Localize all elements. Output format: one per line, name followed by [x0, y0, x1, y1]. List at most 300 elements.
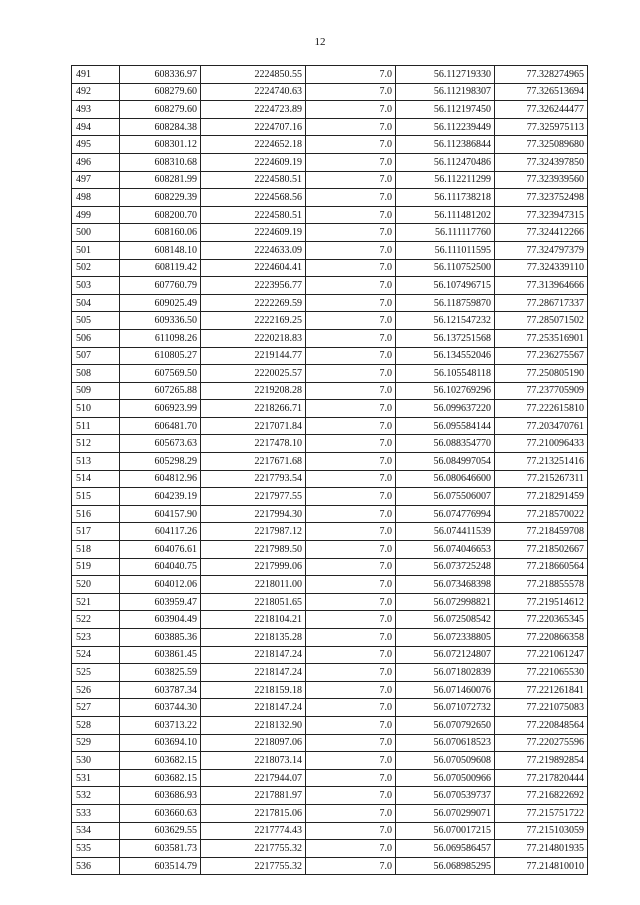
- table-row: [72, 541, 588, 559]
- point-number-cell: 497: [72, 171, 120, 189]
- latitude-cell: 56.070792650: [396, 716, 495, 734]
- x-coordinate-cell: 610805.27: [120, 347, 201, 365]
- x-coordinate-cell: 604239.19: [120, 488, 201, 506]
- point-number-cell: 495: [72, 136, 120, 154]
- longitude-cell: 77.326513694: [495, 83, 588, 101]
- longitude-cell: 77.214801935: [495, 840, 588, 858]
- table-row: [72, 277, 588, 295]
- table-row: [72, 857, 588, 875]
- latitude-cell: 56.084997054: [396, 453, 495, 471]
- y-coordinate-cell: 2218147.24: [201, 646, 306, 664]
- longitude-cell: 77.218459708: [495, 523, 588, 541]
- height-cell: 7.0: [306, 804, 396, 822]
- height-cell: 7.0: [306, 857, 396, 875]
- point-number-cell: 496: [72, 153, 120, 171]
- height-cell: 7.0: [306, 646, 396, 664]
- longitude-cell: 77.325975113: [495, 118, 588, 136]
- point-number-cell: 510: [72, 400, 120, 418]
- table-row: [72, 347, 588, 365]
- x-coordinate-cell: 603744.30: [120, 699, 201, 717]
- y-coordinate-cell: 2217755.32: [201, 840, 306, 858]
- point-number-cell: 505: [72, 312, 120, 330]
- x-coordinate-cell: 606923.99: [120, 400, 201, 418]
- x-coordinate-cell: 609336.50: [120, 312, 201, 330]
- height-cell: 7.0: [306, 118, 396, 136]
- x-coordinate-cell: 603581.73: [120, 840, 201, 858]
- x-coordinate-cell: 603660.63: [120, 804, 201, 822]
- height-cell: 7.0: [306, 66, 396, 84]
- y-coordinate-cell: 2217994.30: [201, 505, 306, 523]
- x-coordinate-cell: 603885.36: [120, 629, 201, 647]
- latitude-cell: 56.112197450: [396, 101, 495, 119]
- table-row: [72, 840, 588, 858]
- x-coordinate-cell: 603861.45: [120, 646, 201, 664]
- x-coordinate-cell: 608281.99: [120, 171, 201, 189]
- x-coordinate-cell: 608160.06: [120, 224, 201, 242]
- latitude-cell: 56.134552046: [396, 347, 495, 365]
- longitude-cell: 77.215751722: [495, 804, 588, 822]
- longitude-cell: 77.221061247: [495, 646, 588, 664]
- height-cell: 7.0: [306, 136, 396, 154]
- latitude-cell: 56.099637220: [396, 400, 495, 418]
- longitude-cell: 77.217820444: [495, 769, 588, 787]
- table-row: [72, 224, 588, 242]
- point-number-cell: 502: [72, 259, 120, 277]
- table-row: [72, 400, 588, 418]
- height-cell: 7.0: [306, 241, 396, 259]
- table-row: [72, 241, 588, 259]
- height-cell: 7.0: [306, 365, 396, 383]
- point-number-cell: 522: [72, 611, 120, 629]
- point-number-cell: 528: [72, 716, 120, 734]
- longitude-cell: 77.220866358: [495, 629, 588, 647]
- table-row: [72, 593, 588, 611]
- point-number-cell: 519: [72, 558, 120, 576]
- longitude-cell: 77.220275596: [495, 734, 588, 752]
- table-row: [72, 769, 588, 787]
- longitude-cell: 77.215103059: [495, 822, 588, 840]
- latitude-cell: 56.072338805: [396, 629, 495, 647]
- table-row: [72, 453, 588, 471]
- point-number-cell: 492: [72, 83, 120, 101]
- y-coordinate-cell: 2224740.63: [201, 83, 306, 101]
- y-coordinate-cell: 2224723.89: [201, 101, 306, 119]
- point-number-cell: 521: [72, 593, 120, 611]
- y-coordinate-cell: 2218073.14: [201, 752, 306, 770]
- longitude-cell: 77.328274965: [495, 66, 588, 84]
- x-coordinate-cell: 604076.61: [120, 541, 201, 559]
- table-row: [72, 558, 588, 576]
- x-coordinate-cell: 604812.96: [120, 470, 201, 488]
- table-row: [72, 189, 588, 207]
- y-coordinate-cell: 2223956.77: [201, 277, 306, 295]
- height-cell: 7.0: [306, 681, 396, 699]
- x-coordinate-cell: 604117.26: [120, 523, 201, 541]
- table-row: [72, 699, 588, 717]
- x-coordinate-cell: 603787.34: [120, 681, 201, 699]
- x-coordinate-cell: 604040.75: [120, 558, 201, 576]
- longitude-cell: 77.214810010: [495, 857, 588, 875]
- x-coordinate-cell: 603682.15: [120, 752, 201, 770]
- y-coordinate-cell: 2224604.41: [201, 259, 306, 277]
- height-cell: 7.0: [306, 558, 396, 576]
- longitude-cell: 77.203470761: [495, 417, 588, 435]
- longitude-cell: 77.313964666: [495, 277, 588, 295]
- y-coordinate-cell: 2219208.28: [201, 382, 306, 400]
- latitude-cell: 56.111117760: [396, 224, 495, 242]
- latitude-cell: 56.112211299: [396, 171, 495, 189]
- latitude-cell: 56.111738218: [396, 189, 495, 207]
- x-coordinate-cell: 608310.68: [120, 153, 201, 171]
- point-number-cell: 531: [72, 769, 120, 787]
- y-coordinate-cell: 2220218.83: [201, 329, 306, 347]
- table-row: [72, 171, 588, 189]
- y-coordinate-cell: 2217987.12: [201, 523, 306, 541]
- page-number: 12: [314, 36, 326, 48]
- table-row: [72, 417, 588, 435]
- x-coordinate-cell: 604012.06: [120, 576, 201, 594]
- latitude-cell: 56.137251568: [396, 329, 495, 347]
- x-coordinate-cell: 603904.49: [120, 611, 201, 629]
- longitude-cell: 77.220848564: [495, 716, 588, 734]
- x-coordinate-cell: 604157.90: [120, 505, 201, 523]
- point-number-cell: 526: [72, 681, 120, 699]
- x-coordinate-cell: 606481.70: [120, 417, 201, 435]
- point-number-cell: 516: [72, 505, 120, 523]
- y-coordinate-cell: 2218097.06: [201, 734, 306, 752]
- height-cell: 7.0: [306, 734, 396, 752]
- height-cell: 7.0: [306, 488, 396, 506]
- table-row: [72, 101, 588, 119]
- y-coordinate-cell: 2217793.54: [201, 470, 306, 488]
- point-number-cell: 498: [72, 189, 120, 207]
- point-number-cell: 500: [72, 224, 120, 242]
- table-row: [72, 118, 588, 136]
- latitude-cell: 56.072998821: [396, 593, 495, 611]
- x-coordinate-cell: 607265.88: [120, 382, 201, 400]
- latitude-cell: 56.107496715: [396, 277, 495, 295]
- longitude-cell: 77.210096433: [495, 435, 588, 453]
- y-coordinate-cell: 2217815.06: [201, 804, 306, 822]
- y-coordinate-cell: 2222169.25: [201, 312, 306, 330]
- height-cell: 7.0: [306, 716, 396, 734]
- latitude-cell: 56.071802839: [396, 664, 495, 682]
- latitude-cell: 56.070539737: [396, 787, 495, 805]
- y-coordinate-cell: 2222269.59: [201, 294, 306, 312]
- longitude-cell: 77.218855578: [495, 576, 588, 594]
- y-coordinate-cell: 2219144.77: [201, 347, 306, 365]
- y-coordinate-cell: 2218011.00: [201, 576, 306, 594]
- latitude-cell: 56.080646600: [396, 470, 495, 488]
- point-number-cell: 534: [72, 822, 120, 840]
- point-number-cell: 509: [72, 382, 120, 400]
- point-number-cell: 532: [72, 787, 120, 805]
- y-coordinate-cell: 2217478.10: [201, 435, 306, 453]
- table-row: [72, 752, 588, 770]
- x-coordinate-cell: 608148.10: [120, 241, 201, 259]
- longitude-cell: 77.326244477: [495, 101, 588, 119]
- table-row: [72, 787, 588, 805]
- point-number-cell: 503: [72, 277, 120, 295]
- point-number-cell: 511: [72, 417, 120, 435]
- point-number-cell: 501: [72, 241, 120, 259]
- height-cell: 7.0: [306, 541, 396, 559]
- y-coordinate-cell: 2224580.51: [201, 171, 306, 189]
- table-row: [72, 382, 588, 400]
- longitude-cell: 77.324797379: [495, 241, 588, 259]
- height-cell: 7.0: [306, 523, 396, 541]
- y-coordinate-cell: 2224609.19: [201, 153, 306, 171]
- point-number-cell: 527: [72, 699, 120, 717]
- y-coordinate-cell: 2218051.65: [201, 593, 306, 611]
- point-number-cell: 494: [72, 118, 120, 136]
- table-row: [72, 576, 588, 594]
- table-row: [72, 470, 588, 488]
- point-number-cell: 530: [72, 752, 120, 770]
- latitude-cell: 56.073725248: [396, 558, 495, 576]
- longitude-cell: 77.323947315: [495, 206, 588, 224]
- longitude-cell: 77.323939560: [495, 171, 588, 189]
- x-coordinate-cell: 605298.29: [120, 453, 201, 471]
- x-coordinate-cell: 608279.60: [120, 101, 201, 119]
- longitude-cell: 77.216822692: [495, 787, 588, 805]
- y-coordinate-cell: 2224707.16: [201, 118, 306, 136]
- table-row: [72, 523, 588, 541]
- y-coordinate-cell: 2217774.43: [201, 822, 306, 840]
- longitude-cell: 77.220365345: [495, 611, 588, 629]
- y-coordinate-cell: 2217989.50: [201, 541, 306, 559]
- point-number-cell: 536: [72, 857, 120, 875]
- x-coordinate-cell: 608336.97: [120, 66, 201, 84]
- point-number-cell: 535: [72, 840, 120, 858]
- longitude-cell: 77.285071502: [495, 312, 588, 330]
- table-row: [72, 646, 588, 664]
- latitude-cell: 56.110752500: [396, 259, 495, 277]
- point-number-cell: 508: [72, 365, 120, 383]
- table-row: [72, 629, 588, 647]
- x-coordinate-cell: 611098.26: [120, 329, 201, 347]
- height-cell: 7.0: [306, 171, 396, 189]
- latitude-cell: 56.072508542: [396, 611, 495, 629]
- y-coordinate-cell: 2217944.07: [201, 769, 306, 787]
- y-coordinate-cell: 2224652.18: [201, 136, 306, 154]
- height-cell: 7.0: [306, 153, 396, 171]
- latitude-cell: 56.095584144: [396, 417, 495, 435]
- latitude-cell: 56.111011595: [396, 241, 495, 259]
- point-number-cell: 529: [72, 734, 120, 752]
- table-row: [72, 804, 588, 822]
- x-coordinate-cell: 603682.15: [120, 769, 201, 787]
- point-number-cell: 499: [72, 206, 120, 224]
- point-number-cell: 524: [72, 646, 120, 664]
- longitude-cell: 77.218291459: [495, 488, 588, 506]
- y-coordinate-cell: 2217071.84: [201, 417, 306, 435]
- table-row: [72, 611, 588, 629]
- longitude-cell: 77.215267311: [495, 470, 588, 488]
- latitude-cell: 56.121547232: [396, 312, 495, 330]
- y-coordinate-cell: 2217881.97: [201, 787, 306, 805]
- y-coordinate-cell: 2218266.71: [201, 400, 306, 418]
- latitude-cell: 56.070299071: [396, 804, 495, 822]
- longitude-cell: 77.213251416: [495, 453, 588, 471]
- y-coordinate-cell: 2224568.56: [201, 189, 306, 207]
- x-coordinate-cell: 607569.50: [120, 365, 201, 383]
- height-cell: 7.0: [306, 787, 396, 805]
- point-number-cell: 513: [72, 453, 120, 471]
- height-cell: 7.0: [306, 593, 396, 611]
- latitude-cell: 56.105548118: [396, 365, 495, 383]
- height-cell: 7.0: [306, 329, 396, 347]
- longitude-cell: 77.324339110: [495, 259, 588, 277]
- latitude-cell: 56.118759870: [396, 294, 495, 312]
- height-cell: 7.0: [306, 435, 396, 453]
- point-number-cell: 507: [72, 347, 120, 365]
- table-row: [72, 153, 588, 171]
- height-cell: 7.0: [306, 611, 396, 629]
- x-coordinate-cell: 608200.70: [120, 206, 201, 224]
- height-cell: 7.0: [306, 453, 396, 471]
- height-cell: 7.0: [306, 822, 396, 840]
- x-coordinate-cell: 608301.12: [120, 136, 201, 154]
- height-cell: 7.0: [306, 470, 396, 488]
- longitude-cell: 77.236275567: [495, 347, 588, 365]
- table-row: [72, 83, 588, 101]
- latitude-cell: 56.070500966: [396, 769, 495, 787]
- y-coordinate-cell: 2218147.24: [201, 664, 306, 682]
- height-cell: 7.0: [306, 664, 396, 682]
- latitude-cell: 56.112470486: [396, 153, 495, 171]
- table-row: [72, 734, 588, 752]
- x-coordinate-cell: 603694.10: [120, 734, 201, 752]
- y-coordinate-cell: 2224850.55: [201, 66, 306, 84]
- x-coordinate-cell: 603825.59: [120, 664, 201, 682]
- table-row: [72, 329, 588, 347]
- height-cell: 7.0: [306, 400, 396, 418]
- height-cell: 7.0: [306, 629, 396, 647]
- point-number-cell: 520: [72, 576, 120, 594]
- longitude-cell: 77.323752498: [495, 189, 588, 207]
- x-coordinate-cell: 609025.49: [120, 294, 201, 312]
- longitude-cell: 77.250805190: [495, 365, 588, 383]
- table-row: [72, 505, 588, 523]
- point-number-cell: 515: [72, 488, 120, 506]
- height-cell: 7.0: [306, 312, 396, 330]
- point-number-cell: 514: [72, 470, 120, 488]
- x-coordinate-cell: 603629.55: [120, 822, 201, 840]
- x-coordinate-cell: 607760.79: [120, 277, 201, 295]
- longitude-cell: 77.237705909: [495, 382, 588, 400]
- y-coordinate-cell: 2217755.32: [201, 857, 306, 875]
- table-row: [72, 435, 588, 453]
- longitude-cell: 77.218660564: [495, 558, 588, 576]
- latitude-cell: 56.102769296: [396, 382, 495, 400]
- latitude-cell: 56.075506007: [396, 488, 495, 506]
- longitude-cell: 77.286717337: [495, 294, 588, 312]
- height-cell: 7.0: [306, 752, 396, 770]
- table-row: [72, 365, 588, 383]
- y-coordinate-cell: 2218147.24: [201, 699, 306, 717]
- latitude-cell: 56.070509608: [396, 752, 495, 770]
- height-cell: 7.0: [306, 840, 396, 858]
- x-coordinate-cell: 603713.22: [120, 716, 201, 734]
- longitude-cell: 77.222615810: [495, 400, 588, 418]
- x-coordinate-cell: 603959.47: [120, 593, 201, 611]
- height-cell: 7.0: [306, 576, 396, 594]
- longitude-cell: 77.221261841: [495, 681, 588, 699]
- y-coordinate-cell: 2217671.68: [201, 453, 306, 471]
- longitude-cell: 77.253516901: [495, 329, 588, 347]
- longitude-cell: 77.218502667: [495, 541, 588, 559]
- latitude-cell: 56.069586457: [396, 840, 495, 858]
- height-cell: 7.0: [306, 382, 396, 400]
- latitude-cell: 56.072124807: [396, 646, 495, 664]
- latitude-cell: 56.112198307: [396, 83, 495, 101]
- latitude-cell: 56.111481202: [396, 206, 495, 224]
- height-cell: 7.0: [306, 277, 396, 295]
- latitude-cell: 56.068985295: [396, 857, 495, 875]
- table-row: [72, 206, 588, 224]
- latitude-cell: 56.071460076: [396, 681, 495, 699]
- x-coordinate-cell: 603514.79: [120, 857, 201, 875]
- point-number-cell: 493: [72, 101, 120, 119]
- point-number-cell: 525: [72, 664, 120, 682]
- y-coordinate-cell: 2218135.28: [201, 629, 306, 647]
- point-number-cell: 517: [72, 523, 120, 541]
- point-number-cell: 506: [72, 329, 120, 347]
- x-coordinate-cell: 603686.93: [120, 787, 201, 805]
- y-coordinate-cell: 2224633.09: [201, 241, 306, 259]
- point-number-cell: 512: [72, 435, 120, 453]
- longitude-cell: 77.221075083: [495, 699, 588, 717]
- longitude-cell: 77.324412266: [495, 224, 588, 242]
- table-row: [72, 66, 588, 84]
- latitude-cell: 56.088354770: [396, 435, 495, 453]
- height-cell: 7.0: [306, 259, 396, 277]
- height-cell: 7.0: [306, 206, 396, 224]
- table-row: [72, 259, 588, 277]
- height-cell: 7.0: [306, 347, 396, 365]
- table-row: [72, 716, 588, 734]
- x-coordinate-cell: 605673.63: [120, 435, 201, 453]
- latitude-cell: 56.074411539: [396, 523, 495, 541]
- point-number-cell: 518: [72, 541, 120, 559]
- latitude-cell: 56.074776994: [396, 505, 495, 523]
- latitude-cell: 56.112239449: [396, 118, 495, 136]
- height-cell: 7.0: [306, 417, 396, 435]
- longitude-cell: 77.324397850: [495, 153, 588, 171]
- latitude-cell: 56.073468398: [396, 576, 495, 594]
- latitude-cell: 56.070618523: [396, 734, 495, 752]
- y-coordinate-cell: 2217999.06: [201, 558, 306, 576]
- latitude-cell: 56.074046653: [396, 541, 495, 559]
- coordinates-table: [71, 65, 588, 875]
- table-row: [72, 136, 588, 154]
- height-cell: 7.0: [306, 699, 396, 717]
- y-coordinate-cell: 2218132.90: [201, 716, 306, 734]
- height-cell: 7.0: [306, 294, 396, 312]
- longitude-cell: 77.221065530: [495, 664, 588, 682]
- table-row: [72, 294, 588, 312]
- point-number-cell: 491: [72, 66, 120, 84]
- y-coordinate-cell: 2218159.18: [201, 681, 306, 699]
- y-coordinate-cell: 2218104.21: [201, 611, 306, 629]
- point-number-cell: 523: [72, 629, 120, 647]
- height-cell: 7.0: [306, 224, 396, 242]
- latitude-cell: 56.071072732: [396, 699, 495, 717]
- height-cell: 7.0: [306, 101, 396, 119]
- x-coordinate-cell: 608229.39: [120, 189, 201, 207]
- y-coordinate-cell: 2220025.57: [201, 365, 306, 383]
